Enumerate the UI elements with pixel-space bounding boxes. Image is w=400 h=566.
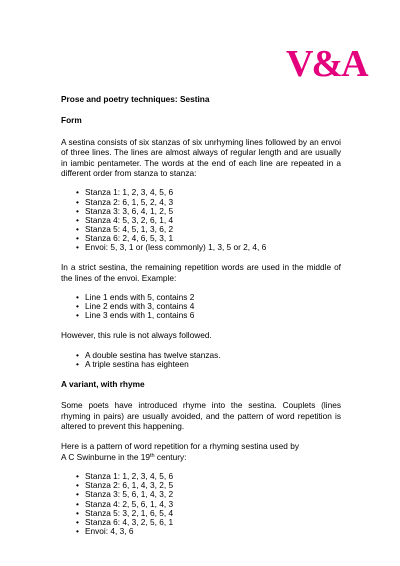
form-paragraph: A sestina consists of six stanzas of six unrhyming lines followed by an envoi of three lines. The lines are almost always of regular length and are usually in iambic pentameter. The words at the end of each line are repeated in a different order from stanza to stanza: [61,136,341,179]
stanza-item: • Stanza 5: 4, 5, 1, 3, 6, 2 [76,225,341,234]
rhyme-stanza-item: • Stanza 4: 2, 5, 6, 1, 4, 3 [76,500,341,509]
pattern-line-2-end: century: [154,451,187,462]
pattern-line-1: Here is a pattern of word repetition for a rhyming sestina used by [61,441,299,452]
stanza-item: • Stanza 3: 3, 6, 4, 1, 2, 5 [76,207,341,216]
rhyme-stanza-list [61,472,341,536]
rhyme-envoi-item: • Envoi: 4, 3, 6 [76,527,341,536]
however-paragraph: However, this rule is not always followed. [61,330,212,341]
rhyme-stanza-item: • Stanza 6: 4, 3, 2, 5, 6, 1 [76,518,341,527]
page-title: Prose and poetry techniques: Sestina [61,94,210,104]
stanza-item: • Stanza 1: 1, 2, 3, 4, 5, 6 [76,188,341,197]
pattern-line-2-start: A C Swinburne in the 19 [61,451,151,462]
envoi-line-item: • Line 2 ends with 3, contains 4 [76,302,341,311]
rhyme-stanza-item: • Stanza 1: 1, 2, 3, 4, 5, 6 [76,472,341,481]
rhyme-paragraph: Some poets have introduced rhyme into the sestina. Couplets (lines rhyming in pairs) are usually avoided, and the pattern of word repetition is altered to prevent this happening. [61,400,341,431]
va-logo: V&A [286,43,367,85]
stanza-item: • Stanza 6: 2, 4, 6, 5, 3, 1 [76,234,341,243]
variant-item: • A double sestina has twelve stanzas. [76,351,341,360]
envoi-line-item: • Line 3 ends with 1, contains 6 [76,311,341,320]
form-heading: Form [61,115,82,126]
stanza-item: • Stanza 4: 5, 3, 2, 6, 1, 4 [76,216,341,225]
rhyme-heading: A variant, with rhyme [61,378,145,389]
stanza-list [61,188,341,252]
stanza-item: • Stanza 2: 6, 1, 5, 2, 4, 3 [76,198,341,207]
ordinal-suffix: th [150,452,155,459]
envoi-item: • Envoi: 5, 3, 1 or (less commonly) 1, 3, 5 or 2, 4, 6 [76,243,341,252]
rhyme-stanza-item: • Stanza 3: 5, 6, 1, 4, 3, 2 [76,490,341,499]
strict-paragraph: In a strict sestina, the remaining repetition words are used in the middle of the lines of the envoi. Example: [61,262,341,283]
variant-item: • A triple sestina has eighteen [76,360,341,369]
envoi-line-list [61,293,341,320]
pattern-paragraph [61,441,341,462]
rhyme-stanza-item: • Stanza 5: 3, 2, 1, 6, 5, 4 [76,509,341,518]
variant-list [61,351,341,369]
rhyme-stanza-item: • Stanza 2: 6, 1, 4, 3, 2, 5 [76,481,341,490]
document-content [61,94,341,536]
envoi-line-item: • Line 1 ends with 5, contains 2 [76,293,341,302]
